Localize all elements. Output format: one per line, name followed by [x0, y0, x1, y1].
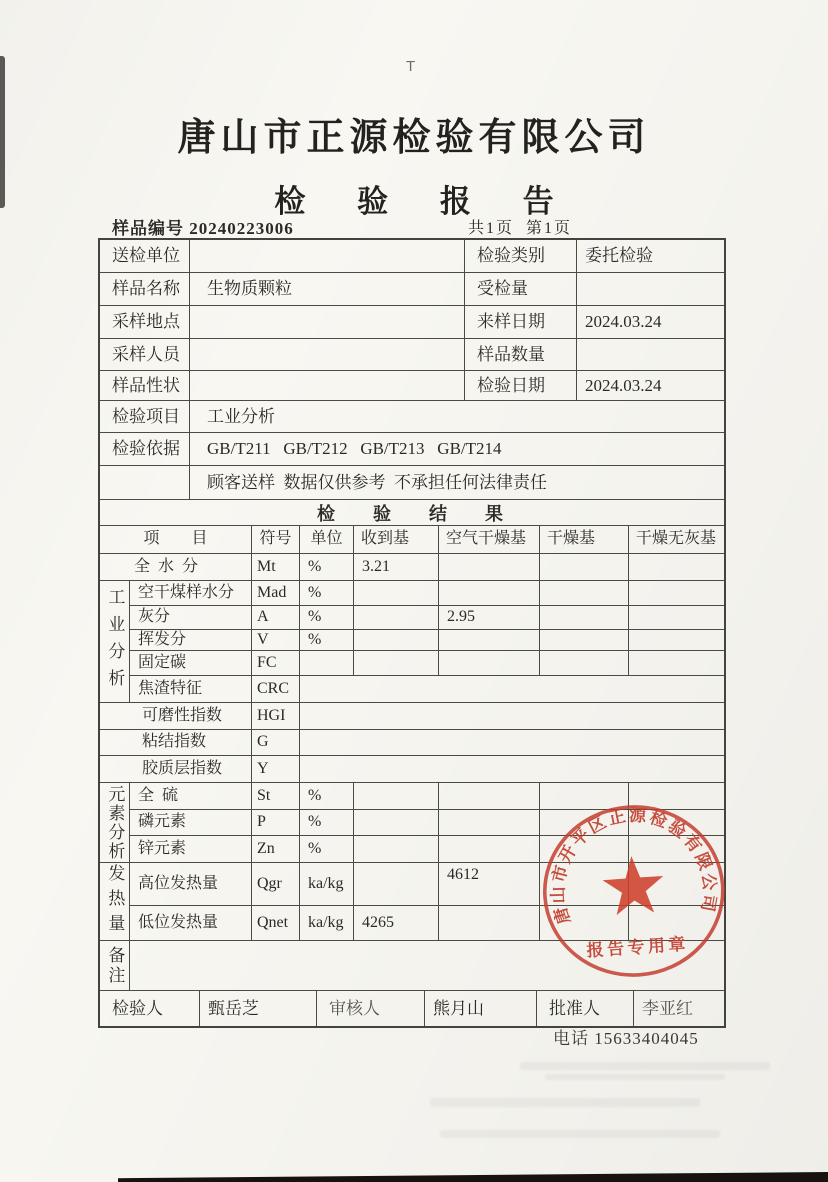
empty-cell	[354, 836, 439, 863]
row-p-name: 磷元素	[130, 810, 252, 836]
row-volatile-unit: %	[300, 630, 354, 651]
row-mad-unit: %	[300, 581, 354, 606]
seal-star-icon	[601, 854, 666, 916]
row-zn-symbol: Zn	[252, 836, 300, 863]
scan-bleed-artifact	[430, 1098, 700, 1107]
empty-cell	[439, 783, 540, 810]
label-inspection-item: 检验项目	[100, 401, 190, 433]
value-sampling-person	[190, 339, 465, 371]
row-st-unit: %	[300, 783, 354, 810]
row-g-symbol: G	[252, 730, 300, 756]
empty-cell	[354, 606, 439, 630]
row-qnet-symbol: Qnet	[252, 906, 300, 941]
approver-label: 批准人	[537, 991, 634, 1026]
scan-bleed-artifact	[440, 1130, 720, 1138]
label-inspection-basis: 检验依据	[100, 433, 190, 466]
empty-cell	[300, 756, 724, 783]
empty-cell	[629, 651, 724, 676]
value-arrival-date: 2024.03.24	[577, 306, 724, 339]
sample-number-value: 20240223006	[189, 219, 294, 238]
phone-label: 电话	[553, 1029, 589, 1048]
label-client-unit: 送检单位	[100, 240, 190, 273]
empty-cell	[300, 676, 724, 703]
label-sample-character: 样品性状	[100, 371, 190, 401]
label-sample-quantity: 样品数量	[465, 339, 577, 371]
empty-cell	[300, 651, 354, 676]
sample-number-label: 样品编号	[112, 219, 184, 238]
empty-cell	[439, 810, 540, 836]
row-g-name: 粘结指数	[100, 730, 252, 756]
label-inspection-date: 检验日期	[465, 371, 577, 401]
row-hgi-name: 可磨性指数	[100, 703, 252, 730]
row-mad-name: 空干煤样水分	[130, 581, 252, 606]
row-hgi-symbol: HGI	[252, 703, 300, 730]
label-inspected-quantity: 受检量	[465, 273, 577, 306]
empty-cell	[540, 581, 629, 606]
col-header-symbol: 符号	[252, 526, 300, 554]
empty-cell	[439, 581, 540, 606]
col-header-dry: 干燥基	[540, 526, 629, 554]
row-qnet-name: 低位发热量	[130, 906, 252, 941]
label-inspection-category: 检验类别	[465, 240, 577, 273]
row-ash-name: 灰分	[130, 606, 252, 630]
results-banner: 检 验 结 果	[100, 500, 724, 526]
row-p-symbol: P	[252, 810, 300, 836]
label-arrival-date: 来样日期	[465, 306, 577, 339]
empty-cell	[300, 730, 724, 756]
value-inspection-basis: GB/T211 GB/T212 GB/T213 GB/T214	[190, 433, 724, 466]
row-ash-value-ad: 2.95	[439, 606, 540, 630]
value-client-unit	[190, 240, 465, 273]
empty-cell	[354, 810, 439, 836]
col-header-dry-ash-free: 干燥无灰基	[629, 526, 724, 554]
scan-bottom-artifact	[118, 1172, 828, 1182]
row-ash-symbol: A	[252, 606, 300, 630]
reviewer-label: 审核人	[317, 991, 425, 1026]
label-sample-name: 样品名称	[100, 273, 190, 306]
row-mt-unit: %	[300, 554, 354, 581]
value-sample-character	[190, 371, 465, 401]
disclaimer-text: 顾客送样 数据仅供参考 不承担任何法律责任	[190, 466, 724, 500]
row-volatile-symbol: V	[252, 630, 300, 651]
inspector-label: 检验人	[100, 991, 200, 1026]
corner-mark: T	[406, 58, 416, 75]
empty-cell	[439, 651, 540, 676]
company-name: 唐山市正源检验有限公司	[177, 117, 651, 159]
report-title: 检 验 报 告	[274, 184, 576, 219]
empty-cell	[629, 581, 724, 606]
row-qgr-unit: ka/kg	[300, 863, 354, 906]
empty-cell	[540, 630, 629, 651]
group-industrial-analysis: 工业分析	[100, 581, 130, 703]
approver-name: 李亚红	[642, 998, 693, 1018]
empty-cell	[439, 836, 540, 863]
row-volatile-name: 挥发分	[130, 630, 252, 651]
row-p-unit: %	[300, 810, 354, 836]
empty-cell	[354, 863, 439, 906]
row-mt-value-ar: 3.21	[354, 554, 439, 581]
row-qnet-unit: ka/kg	[300, 906, 354, 941]
row-qgr-name: 高位发热量	[130, 863, 252, 906]
empty-cell	[540, 651, 629, 676]
group-calorific-value: 发热量	[100, 863, 130, 941]
value-inspection-item: 工业分析	[190, 401, 724, 433]
empty-cell	[439, 554, 540, 581]
col-header-unit: 单位	[300, 526, 354, 554]
empty-cell	[629, 630, 724, 651]
scan-bleed-artifact	[545, 1074, 725, 1080]
empty-cell	[354, 581, 439, 606]
empty-cell	[540, 606, 629, 630]
row-st-symbol: St	[252, 783, 300, 810]
label-empty	[100, 466, 190, 500]
row-zn-unit: %	[300, 836, 354, 863]
empty-cell	[629, 554, 724, 581]
label-sampling-person: 采样人员	[100, 339, 190, 371]
col-header-item: 项 目	[100, 526, 252, 554]
row-qgr-symbol: Qgr	[252, 863, 300, 906]
value-inspection-category: 委托检验	[577, 240, 724, 273]
row-st-name: 全 硫	[130, 783, 252, 810]
phone-line	[553, 1024, 699, 1049]
inspector-name: 甄岳芝	[200, 991, 317, 1026]
signature-row	[100, 991, 724, 1026]
scan-bleed-artifact	[520, 1062, 770, 1070]
row-y-symbol: Y	[252, 756, 300, 783]
col-header-air-dried: 空气干燥基	[439, 526, 540, 554]
row-mad-symbol: Mad	[252, 581, 300, 606]
row-mt-name: 全 水 分	[100, 554, 252, 581]
empty-cell	[354, 630, 439, 651]
page-count: 共1页 第1页	[468, 220, 573, 237]
value-inspection-date: 2024.03.24	[577, 371, 724, 401]
phone-number: 15633404045	[594, 1029, 699, 1048]
label-sampling-place: 采样地点	[100, 306, 190, 339]
value-sample-quantity	[577, 339, 724, 371]
row-fc-name: 固定碳	[130, 651, 252, 676]
row-qnet-value-ar: 4265	[354, 906, 439, 941]
empty-cell	[354, 651, 439, 676]
row-crc-symbol: CRC	[252, 676, 300, 703]
remark-label: 备注	[100, 941, 130, 991]
reviewer-name: 熊月山	[425, 991, 537, 1026]
sample-number-line	[112, 214, 294, 239]
info-table	[100, 240, 724, 500]
row-y-name: 胶质层指数	[100, 756, 252, 783]
value-sampling-place	[190, 306, 465, 339]
group-element-analysis: 元素分析	[100, 783, 130, 863]
value-sample-name: 生物质颗粒	[190, 273, 465, 306]
company-seal	[528, 791, 741, 996]
row-mt-symbol: Mt	[252, 554, 300, 581]
row-fc-symbol: FC	[252, 651, 300, 676]
empty-cell	[439, 630, 540, 651]
value-inspected-quantity	[577, 273, 724, 306]
empty-cell	[629, 606, 724, 630]
row-qgr-value-ad: 4612	[439, 863, 540, 906]
empty-cell	[354, 783, 439, 810]
empty-cell	[300, 703, 724, 730]
row-ash-unit: %	[300, 606, 354, 630]
empty-cell	[540, 554, 629, 581]
col-header-as-received: 收到基	[354, 526, 439, 554]
empty-cell	[439, 906, 540, 941]
row-crc-name: 焦渣特征	[130, 676, 252, 703]
seal-caption: 报告专用章	[585, 934, 690, 961]
row-zn-name: 锌元素	[130, 836, 252, 863]
seal-ring-text: 唐山市开平区正源检验有限公司	[548, 805, 720, 927]
